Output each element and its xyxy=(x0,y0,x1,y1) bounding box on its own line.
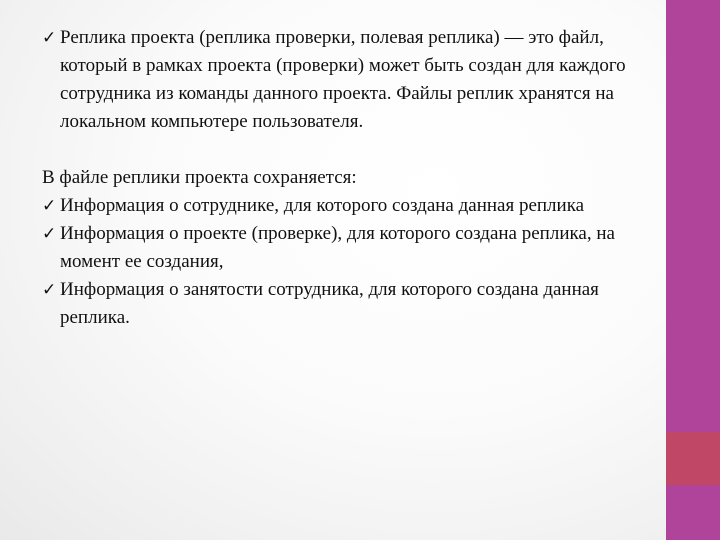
checkmark-icon: ✓ xyxy=(42,28,57,48)
bullet-item xyxy=(42,220,652,276)
checkmark-icon: ✓ xyxy=(42,196,57,216)
side-bar xyxy=(666,0,720,540)
checkmark-icon: ✓ xyxy=(42,224,57,244)
slide-content xyxy=(42,24,652,332)
bullet-item xyxy=(42,192,652,220)
side-bar-accent xyxy=(666,432,720,485)
intro-text: В файле реплики проекта сохраняется: xyxy=(42,167,357,188)
bullet-text: Информация о занятости сотрудника, для которого создана данная реплика. xyxy=(60,279,599,328)
bullet-text: Информация о сотруднике, для которого создана данная реплика xyxy=(60,195,585,216)
bullet-text: Реплика проекта (реплика проверки, полевая реплика) — это файл, который в рамках проекта (проверки) может быть создан для каждого сотрудника из команды данного проекта. Файлы реплик хранятся на локальном компьютере пользователя. xyxy=(60,27,626,132)
bullet-item xyxy=(42,24,652,136)
bullet-text: Информация о проекте (проверке), для которого создана реплика, на момент ее создания, xyxy=(60,223,615,272)
checkmark-icon: ✓ xyxy=(42,280,57,300)
bullet-item xyxy=(42,276,652,332)
